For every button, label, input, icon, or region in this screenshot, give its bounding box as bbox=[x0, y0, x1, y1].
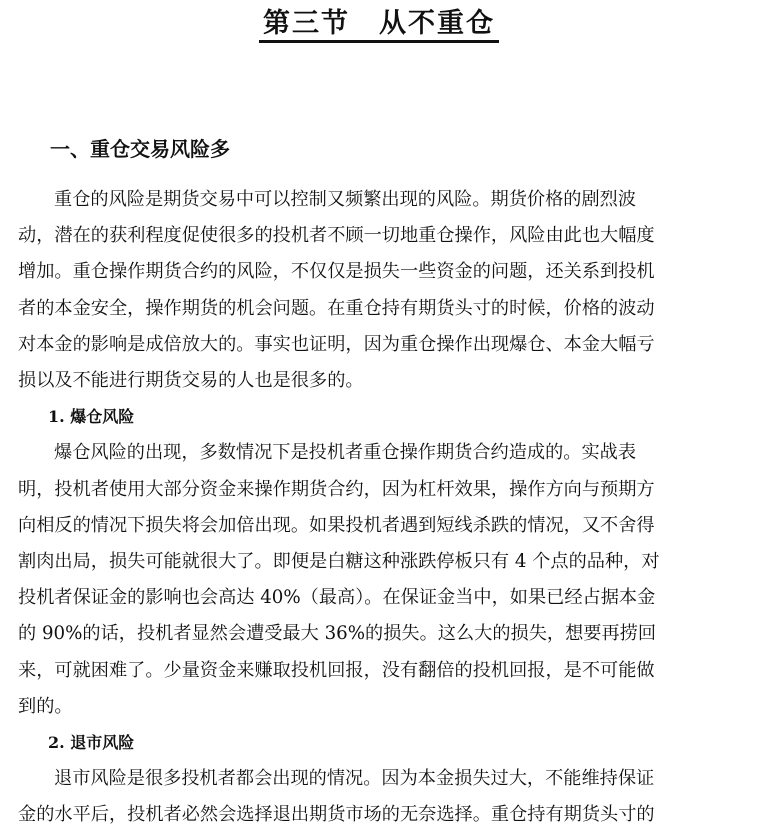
section-heading: 一、重仓交易风险多 bbox=[50, 137, 230, 161]
paragraph-line: 损以及不能进行期货交易的人也是很多的。 bbox=[18, 370, 364, 392]
paragraph-line: 动，潜在的获利程度促使很多的投机者不顾一切地重仓操作，风险由此也大幅度 bbox=[18, 225, 655, 247]
paragraph-line: 退市风险是很多投机者都会出现的情况。因为本金损失过大，不能维持保证 bbox=[54, 768, 655, 790]
paragraph-line: 重仓的风险是期货交易中可以控制又频繁出现的风险。期货价格的剧烈波 bbox=[54, 189, 637, 210]
paragraph-line: 投机者保证金的影响也会高达 40%（最高）。在保证金当中，如果已经占据本金 bbox=[18, 587, 656, 609]
subheading-line: 2. 退市风险 bbox=[48, 733, 135, 753]
paragraph-line: 对本金的影响是成倍放大的。事实也证明，因为重仓操作出现爆仓、本金大幅亏 bbox=[18, 333, 655, 355]
paragraph-line: 明，投机者使用大部分资金来操作期货合约，因为杠杆效果，操作方向与预期方 bbox=[18, 478, 655, 500]
body-text bbox=[18, 182, 738, 834]
paragraph-line: 金的水平后，投机者必然会选择退出期货市场的无奈选择。重仓持有期货头寸的 bbox=[18, 804, 655, 826]
paragraph-line: 割肉出局，损失可能就很大了。即便是白糖这种涨跌停板只有 4 个点的品种，对 bbox=[18, 551, 660, 573]
paragraph-line: 来，可就困难了。少量资金来赚取投机回报，没有翻倍的投机回报，是不可能做 bbox=[18, 659, 655, 681]
subheading-line: 1. 爆仓风险 bbox=[48, 407, 135, 427]
page-title bbox=[0, 6, 758, 42]
paragraph-line: 增加。重仓操作期货合约的风险，不仅仅是损失一些资金的问题，还关系到投机 bbox=[18, 261, 655, 283]
page-title-text: 第三节 从不重仓 bbox=[259, 8, 499, 43]
paragraph-line: 爆仓风险的出现，多数情况下是投机者重仓操作期货合约造成的。实战表 bbox=[54, 442, 637, 464]
paragraph-line: 的 90%的话，投机者显然会遭受最大 36%的损失。这么大的损失，想要再捞回 bbox=[18, 623, 657, 645]
paragraph-line: 到的。 bbox=[18, 695, 73, 717]
paragraph-line: 向相反的情况下损失将会加倍出现。如果投机者遇到短线杀跌的情况，又不舍得 bbox=[18, 514, 655, 536]
paragraph-line: 者的本金安全，操作期货的机会问题。在重仓持有期货头寸的时候，价格的波动 bbox=[18, 297, 655, 319]
